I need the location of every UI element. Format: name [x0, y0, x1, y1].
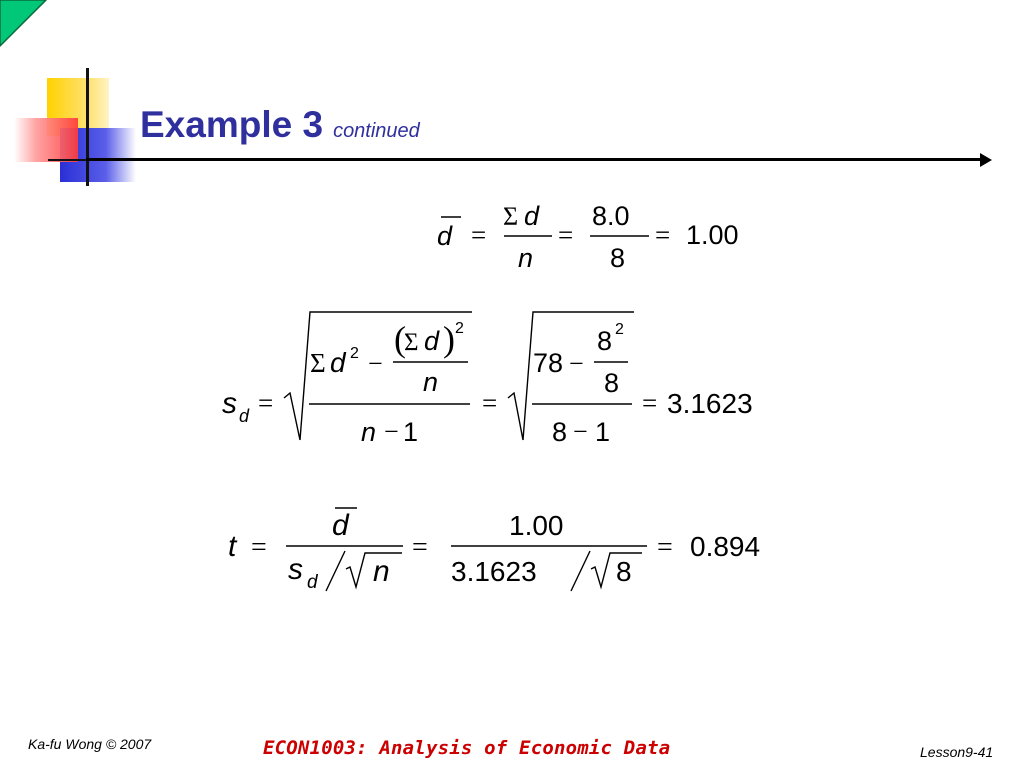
left-paren: (	[394, 319, 406, 359]
vertical-rule	[86, 68, 89, 186]
title-underline-rule	[86, 158, 986, 161]
s-symbol: s	[222, 387, 237, 420]
title-text: Example 3	[140, 104, 324, 145]
sigma-symbol: Σ	[503, 202, 519, 231]
formula-t-statistic	[0, 495, 820, 605]
footer-course-title: ECON1003: Analysis of Economic Data	[263, 737, 671, 759]
formula-std-dev	[0, 300, 800, 460]
result-value: 0.894	[690, 531, 761, 562]
subscript-d: d	[239, 406, 250, 426]
result-value: 3.1623	[667, 388, 753, 419]
slash	[571, 551, 590, 591]
minus-sign: −	[573, 417, 588, 446]
d-bar-symbol: d	[332, 509, 349, 542]
arrow-head-icon	[980, 153, 992, 167]
corner-triangle-decoration	[0, 0, 48, 48]
sigma-symbol: Σ	[404, 329, 419, 356]
red-block-decoration	[14, 118, 78, 162]
equals-sign: =	[412, 532, 428, 563]
d-bar-symbol: d	[437, 221, 453, 251]
footer-author: Ka-fu Wong © 2007	[28, 736, 152, 752]
slide-title	[140, 104, 420, 146]
d-symbol: d	[424, 326, 440, 356]
denominator-n: n	[518, 243, 534, 273]
numerator-value: 8.0	[592, 201, 630, 231]
value-8: 8	[604, 368, 620, 398]
one-value: 1	[403, 417, 419, 447]
equals-sign: =	[258, 388, 274, 418]
s-symbol: s	[288, 553, 303, 586]
minus-sign: −	[569, 349, 584, 378]
right-paren: )	[443, 319, 455, 359]
n-symbol: n	[373, 555, 390, 588]
inner-denominator-n: n	[423, 367, 439, 397]
equals-sign: =	[482, 388, 498, 418]
equals-sign: =	[471, 220, 487, 250]
footer-slide-number: Lesson9-41	[920, 744, 994, 760]
numerator-value: 1.00	[509, 510, 564, 541]
exponent-2: 2	[455, 320, 464, 337]
short-horizontal-rule	[48, 159, 90, 161]
title-subtitle: continued	[333, 120, 420, 142]
sqrt-value-8: 8	[616, 556, 632, 587]
minus-sign: −	[384, 417, 399, 446]
denominator-value: 8	[610, 243, 626, 273]
value-8: 8	[597, 326, 613, 356]
slash	[326, 551, 345, 591]
value-78: 78	[533, 348, 564, 378]
equals-sign: =	[642, 388, 658, 418]
exponent-2: 2	[615, 321, 624, 338]
sigma-symbol: Σ	[310, 348, 326, 378]
exponent-2: 2	[350, 345, 359, 362]
equals-sign: =	[251, 532, 267, 563]
equals-sign: =	[558, 220, 574, 250]
n-symbol: n	[361, 417, 377, 447]
equals-sign: =	[657, 532, 673, 563]
one-value: 1	[595, 417, 611, 447]
subscript-d: d	[307, 572, 318, 593]
value-8: 8	[552, 417, 568, 447]
d-symbol: d	[330, 347, 346, 378]
equals-sign: =	[655, 220, 671, 250]
formula-mean-d	[215, 195, 739, 280]
t-symbol: t	[228, 530, 237, 563]
result-value: 1.00	[686, 220, 739, 250]
denominator-value: 3.1623	[451, 556, 537, 587]
minus-sign: −	[368, 349, 383, 378]
numerator-d: d	[524, 201, 540, 231]
